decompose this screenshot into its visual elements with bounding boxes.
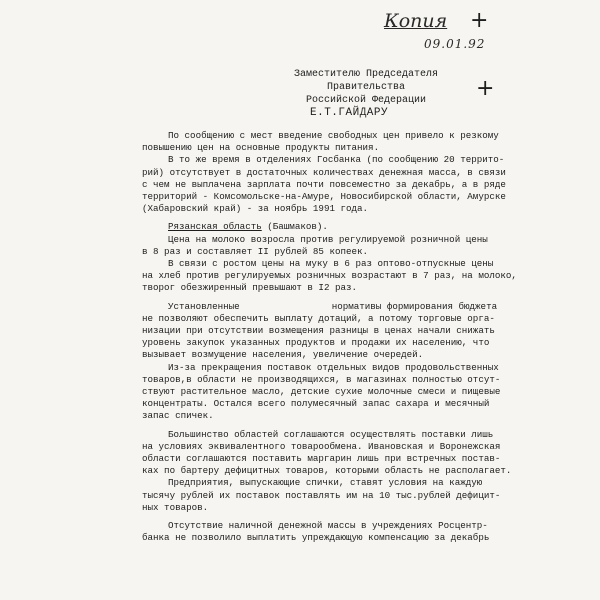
recipient-name: Е.Т.ГАЙДАРУ bbox=[310, 107, 389, 119]
region-heading bbox=[142, 221, 492, 233]
text-line: территорий - Комсомольске-на-Амуре, Новосибирской области, Амурске bbox=[142, 191, 506, 203]
text-line: повышению цен на основные продукты питания. bbox=[142, 142, 380, 154]
text-line: ных товаров. bbox=[142, 501, 209, 513]
text-line: творог обезжиренный превышают в I2 раз. bbox=[142, 282, 358, 294]
text-line: области соглашаются поставить маргарин лишь при встречных постав- bbox=[142, 453, 501, 465]
text-line: запас спичек. bbox=[142, 410, 214, 422]
handwritten-mark: + bbox=[470, 8, 489, 33]
handwritten-date: 09.01.92 bbox=[424, 37, 486, 51]
text-line: тысячу рублей их поставок поставлять им на 10 тыс.рублей дефицит- bbox=[142, 489, 501, 501]
text-line: По сообщению с мест введение свободных цен привело к резкому bbox=[168, 130, 499, 141]
text-line: уровень закупок указанных продуктов и продажи их населению, что bbox=[142, 337, 490, 349]
text-line: на условиях эквивалентного товарообмена. Ивановская и Воронежская bbox=[142, 440, 501, 452]
text-line: ствуют растительное масло, детские сухие молочные смеси и пищевые bbox=[142, 386, 501, 398]
text-line: ках по бартеру дефицитных товаров, которыми область не располагает. bbox=[142, 465, 512, 477]
text-line: (Хабаровский край) - за ноябрь 1991 года. bbox=[142, 203, 369, 215]
text-line: рий) отсутствует в достаточных количествах денежная масса, в связи bbox=[142, 166, 506, 178]
text-line: банка не позволило выплатить упреждающую компенсацию за декабрь bbox=[142, 532, 490, 544]
text-line: вызывает возмущение населения, увеличение очередей. bbox=[142, 349, 424, 361]
region-person: (Башмаков). bbox=[261, 221, 328, 233]
handwritten-note: Копия bbox=[384, 10, 448, 32]
text-line: Из-за прекращения поставок отдельных видов продовольственных bbox=[168, 361, 499, 373]
text-line: низации при отсутствии возмещения разницы в ценах начали снижать bbox=[142, 325, 495, 337]
text-line bbox=[142, 300, 498, 313]
addressee-block bbox=[276, 68, 456, 107]
text-line: Предприятия, выпускающие спички, ставят условия на каждую bbox=[168, 477, 483, 489]
addressee-title: Заместителю Председателя Правительства bbox=[293, 69, 439, 93]
text-line: Большинство областей соглашаются осуществлять поставки лишь bbox=[168, 428, 494, 440]
letter-body bbox=[142, 130, 517, 545]
addressee-country: Российской Федерации bbox=[305, 95, 427, 106]
text-line: в 8 раз и составляет II рублей 85 копеек. bbox=[142, 245, 369, 257]
p5-end: нормативы формирования бюджета bbox=[331, 300, 498, 312]
text-line: концентраты. Остался всего полумесячный запас сахара и месячный bbox=[142, 398, 490, 410]
text-line: Цена на молоко возросла против регулируемой розничной цены bbox=[168, 233, 488, 245]
handwritten-mark-side: + bbox=[476, 76, 495, 101]
text-line: с чем не выплачена зарплата почти повсеместно за декабрь, а в ряде bbox=[142, 178, 506, 190]
text-line: товаров,в области не производящихся, в магазинах полностью отсут- bbox=[142, 373, 501, 385]
text-line: В то же время в отделениях Госбанка (по сообщению 20 террито- bbox=[168, 154, 505, 166]
region-name: Рязанская область bbox=[168, 221, 262, 233]
text-line: не позволяют обеспечить выплату дотаций, а потому торговые орга- bbox=[142, 312, 495, 324]
text-line: на хлеб против регулируемых розничных возрастают в 7 раз, на молоко, bbox=[142, 270, 517, 282]
text-line: Отсутствие наличной денежной массы в учреждениях Росцентр- bbox=[168, 520, 488, 532]
p5-start: Установленные bbox=[168, 300, 240, 312]
text-line: В связи с ростом цены на муку в 6 раз оптово-отпускные цены bbox=[168, 258, 494, 270]
